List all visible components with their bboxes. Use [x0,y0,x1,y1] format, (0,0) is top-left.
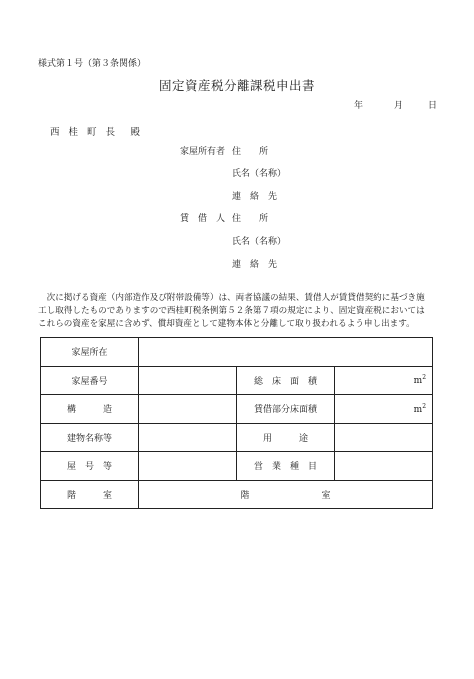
lessee-name-label: 氏名（名称） [232,237,287,247]
building-name-value[interactable] [139,423,237,452]
table-row [41,338,433,367]
floor-room-right[interactable]: 階 室 [139,480,433,509]
structure-value[interactable] [139,395,237,424]
date-day-label: 日 [428,101,438,111]
addressee: 西 桂 町 長 殿 [50,127,144,138]
lessee-label: 賃 借 人 [180,214,226,224]
document-title: 固定資産税分離課税申出書 [158,78,315,93]
body-line-3: これらの資産を家屋に含めず、償却資産として建物本体と分離して取り扱われるよう申し出ます。 [38,319,415,329]
table-row [41,480,433,509]
date-year-label: 年 [354,101,364,111]
form-number-label: 様式第１号（第３条関係） [38,59,147,69]
structure-label: 構 造 [41,395,139,424]
table-row [41,395,433,424]
business-type-label: 営 業 種 目 [237,452,335,481]
table-row [41,452,433,481]
owner-contact-label: 連 絡 先 [232,192,278,202]
room-number-value[interactable] [139,452,237,481]
unit-sup: 2 [422,374,427,382]
room-number-label: 屋 号 等 [41,452,139,481]
lessee-contact-label: 連 絡 先 [232,260,278,270]
house-number-value[interactable] [139,366,237,395]
house-location-label: 家屋所在 [41,338,139,367]
table-row [41,366,433,395]
house-number-label: 家屋番号 [41,366,139,395]
property-table [40,337,433,509]
unit-m: m [413,404,423,415]
table-row [41,423,433,452]
total-floor-area-label: 総 床 面 積 [237,366,335,395]
owner-label: 家屋所有者 [180,147,226,157]
unit-sup: 2 [422,402,427,410]
owner-name-label: 氏名（名称） [232,169,287,179]
business-type-value[interactable] [335,452,433,481]
usage-value[interactable] [335,423,433,452]
usage-label: 用 途 [237,423,335,452]
body-line-2: 工し取得したものでありますので西桂町税条例第５２条第７項の規定により、固定資産税においては [38,306,425,316]
date-month-label: 月 [394,101,404,111]
total-floor-area-value[interactable] [335,366,433,395]
lessee-floor-area-value[interactable] [335,395,433,424]
house-location-value[interactable] [139,338,433,367]
owner-address-label: 住 所 [232,147,269,157]
floor-room-left[interactable]: 階 室 [41,480,139,509]
building-name-label: 建物名称等 [41,423,139,452]
body-line-1: 次に掲げる資産（内部造作及び附帯設備等）は、両者協議の結果、賃借人が賃貸借契約に基づき施 [46,293,425,303]
unit-m: m [413,376,423,387]
body-paragraph [38,292,438,331]
lessee-floor-area-label: 賃借部分床面積 [237,395,335,424]
lessee-address-label: 住 所 [232,214,269,224]
